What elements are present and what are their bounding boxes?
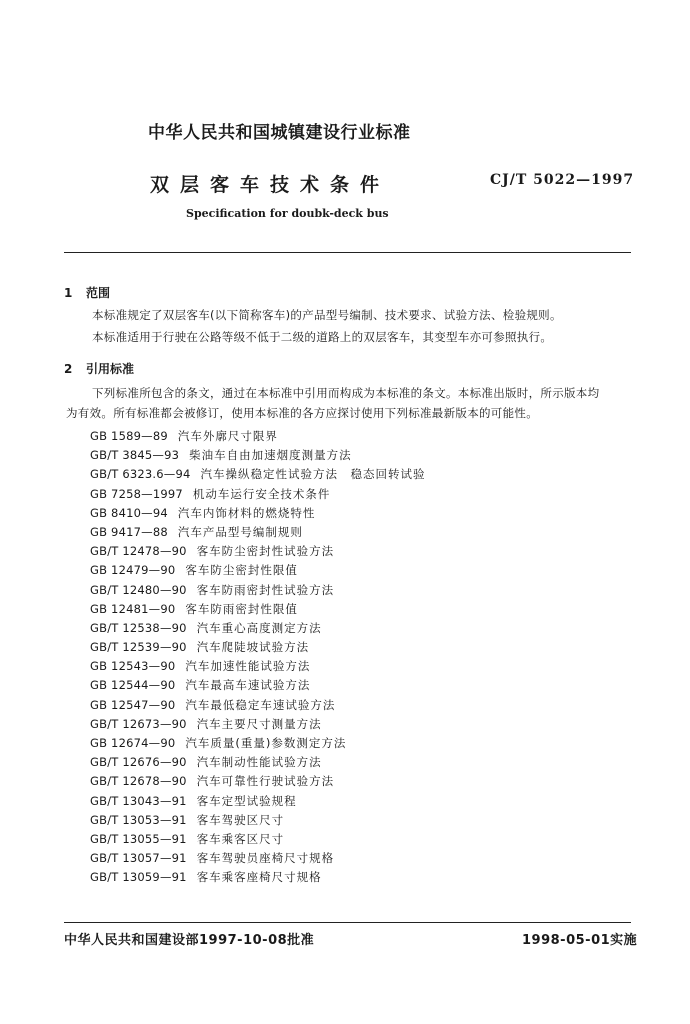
reference-item bbox=[90, 619, 426, 638]
references-intro-line-1: 下列标准所包含的条文，通过在本标准中引用而构成为本标准的条文。本标准出版时，所示版本均 bbox=[92, 386, 600, 400]
reference-item bbox=[90, 523, 426, 542]
reference-code: GB 12674—90 bbox=[90, 736, 176, 750]
scope-paragraph-1: 本标准规定了双层客车(以下简称客车)的产品型号编制、技术要求、试验方法、检验规则。 bbox=[92, 308, 562, 322]
implementation-date: 1998-05-01实施 bbox=[522, 933, 638, 948]
reference-item bbox=[90, 427, 426, 446]
reference-code: GB/T 13057—91 bbox=[90, 851, 187, 866]
reference-code: GB/T 6323.6—94 bbox=[90, 467, 191, 482]
reference-name: 汽车产品型号编制规则 bbox=[177, 524, 303, 539]
reference-code: GB/T 13055—91 bbox=[90, 831, 187, 846]
reference-name: 汽车可靠性行驶试验方法 bbox=[196, 774, 335, 789]
reference-code: GB 8410—94 bbox=[90, 505, 168, 520]
section-1-heading bbox=[64, 284, 110, 301]
reference-code: GB/T 13053—91 bbox=[90, 812, 187, 827]
scope-paragraph-2: 本标准适用于行驶在公路等级不低于二级的道路上的双层客车，其变型车亦可参照执行。 bbox=[92, 330, 553, 344]
reference-name: 客车驾驶区尺寸 bbox=[196, 812, 285, 827]
reference-item bbox=[90, 638, 426, 657]
reference-code: GB 12481—90 bbox=[90, 601, 176, 616]
reference-name: 客车驾驶员座椅尺寸规格 bbox=[196, 851, 335, 866]
reference-item bbox=[90, 446, 426, 465]
reference-code: GB/T 13043—91 bbox=[90, 793, 187, 808]
issuing-authority: 中华人民共和国城镇建设行业标准 bbox=[148, 123, 411, 143]
reference-name: 汽车重心高度测定方法 bbox=[196, 620, 322, 635]
reference-code: GB/T 12480—90 bbox=[90, 582, 187, 597]
reference-name: 机动车运行安全技术条件 bbox=[192, 486, 331, 501]
reference-item bbox=[90, 734, 426, 753]
reference-name: 汽车最低稳定车速试验方法 bbox=[185, 697, 336, 712]
reference-item bbox=[90, 485, 426, 504]
reference-name: 客车乘客区尺寸 bbox=[196, 831, 285, 846]
reference-name: 客车防雨密封性试验方法 bbox=[196, 582, 335, 597]
reference-item bbox=[90, 696, 426, 715]
standard-title: 双层客车技术条件 bbox=[150, 174, 391, 196]
reference-name: 汽车主要尺寸测量方法 bbox=[196, 716, 322, 731]
reference-name: 汽车操纵稳定性试验方法 稳态回转试验 bbox=[200, 467, 426, 482]
reference-code: GB 1589—89 bbox=[90, 429, 168, 443]
reference-item bbox=[90, 811, 426, 830]
english-title: Specification for doubk-deck bus bbox=[186, 207, 389, 220]
reference-item bbox=[90, 657, 426, 676]
reference-name: 柴油车自由加速烟度测量方法 bbox=[189, 448, 352, 463]
standard-code: CJ/T 5022—1997 bbox=[490, 172, 635, 188]
reference-code: GB 9417—88 bbox=[90, 524, 168, 539]
reference-name: 客车防雨密封性限值 bbox=[185, 601, 298, 616]
reference-name: 汽车外廓尺寸限界 bbox=[177, 429, 278, 443]
section-title: 引用标准 bbox=[86, 362, 135, 376]
reference-code: GB 7258—1997 bbox=[90, 486, 183, 501]
reference-item bbox=[90, 542, 426, 561]
reference-item bbox=[90, 561, 426, 580]
reference-list bbox=[90, 427, 426, 888]
reference-name: 汽车最高车速试验方法 bbox=[185, 678, 311, 693]
reference-name: 客车防尘密封性限值 bbox=[185, 563, 298, 578]
reference-code: GB/T 12673—90 bbox=[90, 716, 187, 731]
reference-item bbox=[90, 772, 426, 791]
section-title: 范围 bbox=[86, 286, 111, 300]
reference-item bbox=[90, 753, 426, 772]
reference-code: GB 12479—90 bbox=[90, 563, 176, 578]
references-intro-line-2: 为有效。所有标准都会被修订，使用本标准的各方应探讨使用下列标准最新版本的可能性。 bbox=[66, 406, 538, 420]
reference-code: GB/T 3845—93 bbox=[90, 448, 180, 463]
approval-note: 中华人民共和国建设部1997-10-08批准 bbox=[64, 933, 315, 948]
reference-item bbox=[90, 849, 426, 868]
reference-name: 汽车质量(重量)参数测定方法 bbox=[185, 736, 347, 750]
reference-name: 客车定型试验规程 bbox=[196, 793, 297, 808]
reference-item bbox=[90, 504, 426, 523]
reference-name: 汽车制动性能试验方法 bbox=[196, 755, 322, 770]
section-number: 2 bbox=[64, 362, 73, 376]
reference-item bbox=[90, 715, 426, 734]
reference-code: GB/T 13059—91 bbox=[90, 870, 187, 885]
reference-code: GB/T 12678—90 bbox=[90, 774, 187, 789]
reference-code: GB 12544—90 bbox=[90, 678, 176, 693]
reference-code: GB 12547—90 bbox=[90, 697, 176, 712]
section-2-heading bbox=[64, 360, 134, 377]
reference-item bbox=[90, 792, 426, 811]
reference-item bbox=[90, 676, 426, 695]
reference-item bbox=[90, 830, 426, 849]
section-number: 1 bbox=[64, 286, 73, 300]
reference-name: 汽车内饰材料的燃烧特性 bbox=[177, 505, 316, 520]
reference-name: 客车乘客座椅尺寸规格 bbox=[196, 870, 322, 885]
reference-item bbox=[90, 600, 426, 619]
reference-item bbox=[90, 868, 426, 887]
reference-item bbox=[90, 581, 426, 600]
reference-code: GB/T 12676—90 bbox=[90, 755, 187, 770]
footer-divider bbox=[64, 922, 631, 923]
reference-name: 汽车爬陡坡试验方法 bbox=[196, 640, 310, 655]
reference-code: GB/T 12539—90 bbox=[90, 640, 187, 655]
reference-code: GB/T 12478—90 bbox=[90, 544, 187, 559]
reference-item bbox=[90, 465, 426, 484]
header-divider bbox=[64, 252, 631, 253]
reference-name: 汽车加速性能试验方法 bbox=[185, 659, 311, 674]
reference-code: GB/T 12538—90 bbox=[90, 620, 187, 635]
reference-code: GB 12543—90 bbox=[90, 659, 176, 674]
reference-name: 客车防尘密封性试验方法 bbox=[196, 544, 335, 559]
